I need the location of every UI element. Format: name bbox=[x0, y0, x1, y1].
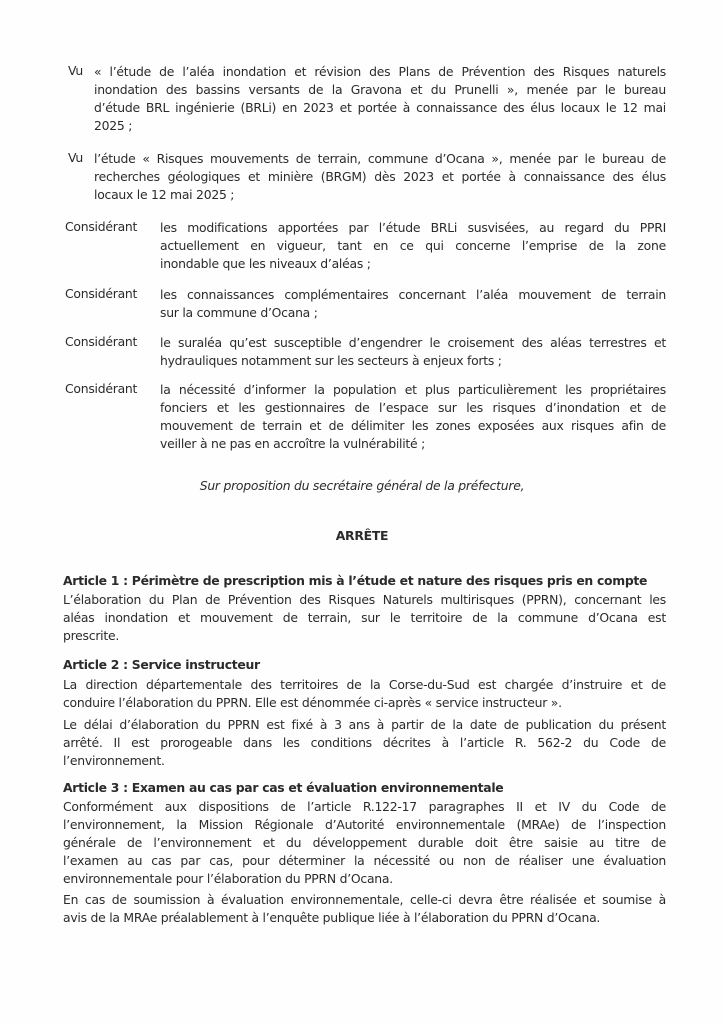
article-2-body-1: La direction départementale des territoires de la Corse-du-Sud est chargée d’instruire et de conduire l’élaboration du PPRN. Elle est dénommée ci-après « service instructeur ». bbox=[63, 677, 666, 710]
visa-label: Vu bbox=[68, 150, 83, 165]
article-3-body-2: En cas de soumission à évaluation environnementale, celle-ci devra être réalisée et soumise à avis de la MRAe préalablement à l’enquête publique liée à l’élaboration du PPRN d’Ocana. bbox=[63, 892, 666, 925]
considerant-label: Considérant bbox=[65, 381, 138, 396]
article-2-heading: Article 2 : Service instructeur bbox=[63, 657, 260, 672]
considerant-label: Considérant bbox=[65, 219, 138, 234]
article-2-body-2: Le délai d’élaboration du PPRN est fixé à 3 ans à partir de la date de publication du présent arrêté. Il est prorogeable dans les conditions décrites à l’article R. 562-2 du Code de l’environnement. bbox=[63, 717, 666, 768]
visa-text: « l’étude de l’aléa inondation et révision des Plans de Prévention des Risques naturels inondation des bassins versants de la Gravona et du Prunelli », menée par le bureau d’étude BRL ingénierie (BRLi) en 2023 et portée à connaissance des élus locaux le 12 mai 2025 ; bbox=[94, 64, 666, 133]
article-3-body-1: Conformément aux dispositions de l’article R.122-17 paragraphes II et IV du Code de l’environnement, la Mission Régionale d’Autorité environnementale (MRAe) de l’inspection générale de l’environnement et du développement durable doit être saisie au titre de l’examen au cas par cas, pour déterminer la nécessité ou non de réaliser une évaluation environnementale pour l’élaboration du PPRN d’Ocana. bbox=[63, 799, 666, 886]
considerant-text: le suraléa qu’est susceptible d’engendrer le croisement des aléas terrestres et hydrauliques notamment sur les secteurs à enjeux forts ; bbox=[160, 335, 666, 368]
considerant-label: Considérant bbox=[65, 286, 138, 301]
considerant-text: la nécessité d’informer la population et plus particulièrement les propriétaires fonciers et les gestionnaires de l’espace sur les risques d’inondation et de mouvement de terrain et de délimiter les zones exposées aux risques afin de veiller à ne pas en accroître la vulnérabilité ; bbox=[160, 382, 666, 451]
considerant-text: les connaissances complémentaires concernant l’aléa mouvement de terrain sur la commune d’Ocana ; bbox=[160, 287, 666, 320]
article-1-body: L’élaboration du Plan de Prévention des Risques Naturels multirisques (PPRN), concernant les aléas inondation et mouvement de terrain, sur le territoire de la commune d’Ocana est prescrite. bbox=[63, 592, 666, 643]
visa-label: Vu bbox=[68, 63, 83, 78]
considerant-text: les modifications apportées par l’étude BRLi susvisées, au regard du PPRI actuellement en vigueur, tant en ce qui concerne l’emprise de la zone inondable que les niveaux d’aléas ; bbox=[160, 220, 666, 271]
considerant-label: Considérant bbox=[65, 334, 138, 349]
article-1-heading: Article 1 : Périmètre de prescription mis à l’étude et nature des risques pris en compte bbox=[63, 573, 648, 588]
visa-text: l’étude « Risques mouvements de terrain, commune d’Ocana », menée par le bureau de recherches géologiques et minière (BRGM) dès 2023 et portée à connaissance des élus locaux le 12 mai 2025 ; bbox=[94, 151, 666, 202]
article-3-heading: Article 3 : Examen au cas par cas et évaluation environnementale bbox=[63, 780, 504, 795]
proposition-line: Sur proposition du secrétaire général de la préfecture, bbox=[199, 478, 525, 493]
decision-title: ARRÊTE bbox=[335, 528, 389, 543]
